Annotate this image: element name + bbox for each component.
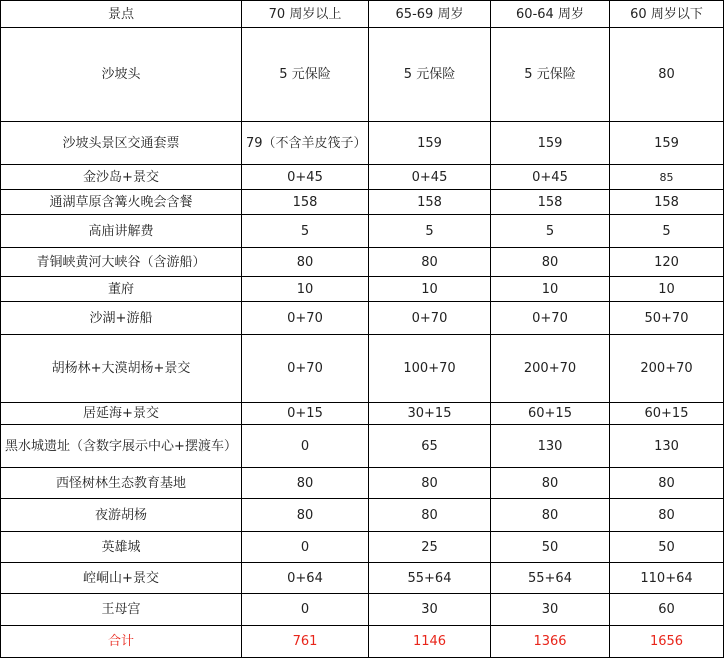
price-cell: 25 bbox=[369, 532, 491, 563]
total-value: 1146 bbox=[369, 626, 491, 658]
header-cell-age-70-plus: 70 周岁以上 bbox=[242, 1, 369, 28]
header-cell-age-60-64: 60-64 周岁 bbox=[491, 1, 610, 28]
price-cell: 10 bbox=[242, 277, 369, 302]
price-cell: 130 bbox=[491, 425, 610, 468]
attraction-cell: 黑水城遗址（含数字展示中心+摆渡车） bbox=[1, 425, 242, 468]
attraction-cell: 英雄城 bbox=[1, 532, 242, 563]
attraction-cell: 王母宫 bbox=[1, 594, 242, 626]
total-value: 761 bbox=[242, 626, 369, 658]
attraction-cell: 胡杨林+大漠胡杨+景交 bbox=[1, 335, 242, 403]
attraction-cell: 西怪树林生态教育基地 bbox=[1, 468, 242, 499]
total-label: 合计 bbox=[1, 626, 242, 658]
table-row bbox=[1, 215, 724, 248]
table-row bbox=[1, 499, 724, 532]
price-cell: 60 bbox=[610, 594, 724, 626]
attraction-cell: 通湖草原含篝火晚会含餐 bbox=[1, 190, 242, 215]
table-row bbox=[1, 122, 724, 165]
price-cell: 5 元保险 bbox=[491, 28, 610, 122]
table-row bbox=[1, 425, 724, 468]
price-cell: 10 bbox=[369, 277, 491, 302]
price-cell: 5 bbox=[242, 215, 369, 248]
price-cell: 55+64 bbox=[369, 563, 491, 594]
price-cell: 80 bbox=[369, 468, 491, 499]
price-cell: 0+45 bbox=[491, 165, 610, 190]
price-cell: 110+64 bbox=[610, 563, 724, 594]
price-cell: 0+70 bbox=[491, 302, 610, 335]
attraction-cell: 董府 bbox=[1, 277, 242, 302]
table-row bbox=[1, 335, 724, 403]
price-cell: 50 bbox=[610, 532, 724, 563]
attraction-cell: 夜游胡杨 bbox=[1, 499, 242, 532]
price-cell: 100+70 bbox=[369, 335, 491, 403]
price-cell: 80 bbox=[610, 28, 724, 122]
price-cell: 0+70 bbox=[242, 335, 369, 403]
price-cell: 120 bbox=[610, 248, 724, 277]
table-row bbox=[1, 165, 724, 190]
price-cell: 200+70 bbox=[491, 335, 610, 403]
price-cell: 158 bbox=[369, 190, 491, 215]
table-row bbox=[1, 248, 724, 277]
table-row bbox=[1, 190, 724, 215]
table-row bbox=[1, 594, 724, 626]
price-cell: 0+70 bbox=[369, 302, 491, 335]
price-cell: 80 bbox=[242, 499, 369, 532]
price-cell: 80 bbox=[369, 499, 491, 532]
price-cell: 158 bbox=[491, 190, 610, 215]
price-cell: 80 bbox=[610, 468, 724, 499]
attraction-cell: 沙坡头 bbox=[1, 28, 242, 122]
price-cell: 0+45 bbox=[369, 165, 491, 190]
header-cell-age-65-69: 65-69 周岁 bbox=[369, 1, 491, 28]
table-row bbox=[1, 302, 724, 335]
price-cell: 30 bbox=[491, 594, 610, 626]
header-row bbox=[1, 1, 724, 28]
price-cell: 130 bbox=[610, 425, 724, 468]
attraction-cell: 沙坡头景区交通套票 bbox=[1, 122, 242, 165]
price-cell: 0 bbox=[242, 594, 369, 626]
price-cell: 0+15 bbox=[242, 403, 369, 425]
total-row bbox=[1, 626, 724, 658]
price-cell: 60+15 bbox=[610, 403, 724, 425]
price-cell: 5 bbox=[610, 215, 724, 248]
price-cell: 30 bbox=[369, 594, 491, 626]
attraction-cell: 青铜峡黄河大峡谷（含游船） bbox=[1, 248, 242, 277]
attraction-cell: 崆峒山+景交 bbox=[1, 563, 242, 594]
price-cell: 5 元保险 bbox=[242, 28, 369, 122]
price-cell: 80 bbox=[491, 499, 610, 532]
price-cell: 0 bbox=[242, 532, 369, 563]
table-row bbox=[1, 403, 724, 425]
price-cell: 159 bbox=[369, 122, 491, 165]
header-cell-attraction: 景点 bbox=[1, 1, 242, 28]
price-cell: 80 bbox=[242, 248, 369, 277]
price-cell: 50 bbox=[491, 532, 610, 563]
price-cell: 30+15 bbox=[369, 403, 491, 425]
price-cell: 65 bbox=[369, 425, 491, 468]
price-cell: 0 bbox=[242, 425, 369, 468]
price-cell: 158 bbox=[610, 190, 724, 215]
total-value: 1366 bbox=[491, 626, 610, 658]
header-cell-age-under-60: 60 周岁以下 bbox=[610, 1, 724, 28]
attraction-cell: 金沙岛+景交 bbox=[1, 165, 242, 190]
table-row bbox=[1, 532, 724, 563]
price-cell: 10 bbox=[491, 277, 610, 302]
price-cell: 85 bbox=[610, 165, 724, 190]
price-cell: 200+70 bbox=[610, 335, 724, 403]
price-cell: 0+70 bbox=[242, 302, 369, 335]
price-cell: 5 元保险 bbox=[369, 28, 491, 122]
table-row bbox=[1, 277, 724, 302]
attraction-cell: 居延海+景交 bbox=[1, 403, 242, 425]
attraction-cell: 沙湖+游船 bbox=[1, 302, 242, 335]
price-cell: 159 bbox=[610, 122, 724, 165]
total-value: 1656 bbox=[610, 626, 724, 658]
price-cell: 10 bbox=[610, 277, 724, 302]
price-cell: 0+64 bbox=[242, 563, 369, 594]
price-cell: 158 bbox=[242, 190, 369, 215]
price-cell: 159 bbox=[491, 122, 610, 165]
price-cell: 0+45 bbox=[242, 165, 369, 190]
price-cell: 80 bbox=[242, 468, 369, 499]
table-row bbox=[1, 563, 724, 594]
price-cell: 50+70 bbox=[610, 302, 724, 335]
price-cell: 79（不含羊皮筏子） bbox=[242, 122, 369, 165]
price-cell: 80 bbox=[610, 499, 724, 532]
price-cell: 60+15 bbox=[491, 403, 610, 425]
price-cell: 55+64 bbox=[491, 563, 610, 594]
price-cell: 5 bbox=[491, 215, 610, 248]
table-row bbox=[1, 468, 724, 499]
table-row bbox=[1, 28, 724, 122]
price-cell: 5 bbox=[369, 215, 491, 248]
price-cell: 80 bbox=[491, 248, 610, 277]
price-cell: 80 bbox=[491, 468, 610, 499]
price-cell: 80 bbox=[369, 248, 491, 277]
attraction-cell: 高庙讲解费 bbox=[1, 215, 242, 248]
